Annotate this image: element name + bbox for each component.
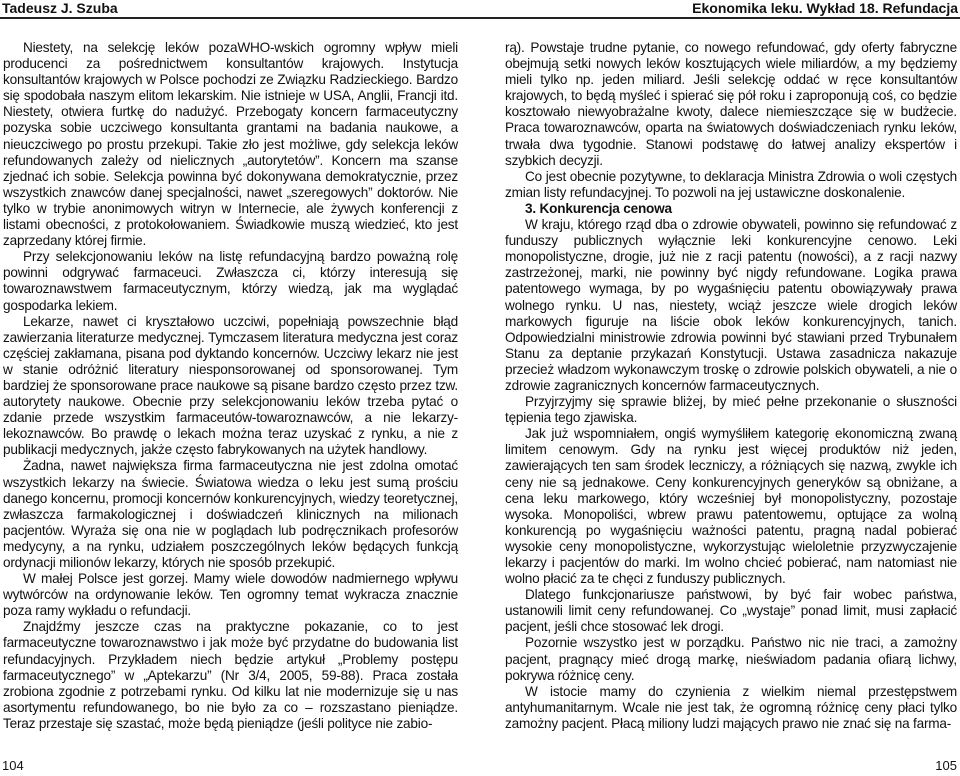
paragraph: Przy selekcjonowaniu leków na listę refundacyjną bardzo poważną rolę powinni odgrywać farmaceuci. Zwłaszcza ci, którzy interesują się towaroznawstwem farmaceutycznym, którzy wiedzą, jak ma wyglądać gospodarka lekiem. (3, 249, 458, 313)
paragraph: W istocie mamy do czynienia z wielkim niemal przestępstwem antyhumanitarnym. Wcale nie jest tak, że ogromną różnicę ceny płaci tylko zamożny pacjent. Płacą miliony ludzi mających prawo nie znać się na farma- (505, 683, 957, 731)
paragraph: Pozornie wszystko jest w porządku. Państwo nic nie traci, a zamożny pacjent, pragnący mieć drogą markę, nieświadom padania ofiarą lichwy, pokrywa różnicę ceny. (505, 635, 957, 683)
paragraph: Niestety, na selekcję leków pozaWHO-wskich ogromny wpływ mieli producenci za pośrednictwem konsultantów krajowych. Instytucja konsultantów krajowych w Polsce pochodzi ze Związku Radzieckiego. Bardzo się spodobała naszym elitom lekarskim. Nie istnieje w USA, Anglii, Francji itd. Niestety, otwiera furtkę do nadużyć. Przebogaty koncern farmaceutyczny pozyska sobie uczciwego konsultanta grantami na badania naukowe, a nieuczciwego po prostu przekupi. Takie zło jest możliwe, gdy selekcja leków refundowanych zależy od nielicznych „autorytetów”. Koncern ma szanse zjednać ich sobie. Selekcja powinna być dokonywana demokratycznie, przez wszystkich znawców danej specjalności, nawet „szeregowych” doktorów. Nie tylko w trybie anonimowych witryn w Internecie, ale żywych konferencji z listami obecności, z protokołowaniem. Świadkowie muszą wiedzieć, kto jest zaprzedany której firmie. (3, 40, 458, 249)
header-rule (0, 17, 960, 19)
paragraph-continuation: rą). Powstaje trudne pytanie, co nowego refundować, gdy oferty fabryczne obejmują setki nowych leków kosztujących wiele miliardów, a my będziemy mieli tylko np. jeden miliard. Jeśli selekcję oddać w ręce konsultantów krajowych, to będą myśleć i spierać się pół roku i zaproponują coś, co będzie kosztowało niewyobrażalne kwoty, dalece niemieszczące się w budżecie. Praca towaroznawców, oparta na światowych doświadczeniach rynku leków, trwała dwa tygodnie. Stanowi podstawę do łatwej analizy ekspertów i szybkich decyzji. (505, 40, 957, 168)
paragraph: W kraju, którego rząd dba o zdrowie obywateli, powinno się refundować z funduszy publicznych wyłącznie leki konkurencyjne cenowo. Leki monopolistyczne, drogie, już nie z racji patentu (nowości), a z racji nazwy zastrzeżonej, marki, nie powinny być nigdy refundowane. Logika prawa patentowego wymaga, by po wygaśnięciu patentu obowiązywały prawa wolnego rynku. U nas, niestety, wciąż jeszcze wiele drogich leków markowych figuruje na liście obok leków konkurencyjnych, tanich. Odpowiedzialni ministrowie zdrowia powinni być stawiani przed Trybunałem Stanu za deptanie przykazań Konstytucji. Ustawa zasadnicza nakazuje przecież władzom wykonawczym troskę o zdrowie polskich obywateli, a nie o zdrowie zagranicznych koncernów farmaceutycznych. (505, 217, 957, 393)
page-number-right: 105 (935, 758, 957, 773)
paragraph: W małej Polsce jest gorzej. Mamy wiele dowodów nadmiernego wpływu wytwórców na ordynowanie leków. Ten ogromny temat wykracza znacznie poza ramy wykładu o refundacji. (3, 571, 458, 619)
header-author: Tadeusz J. Szuba (2, 0, 118, 16)
paragraph: Dlatego funkcjonariusze państwowi, by być fair wobec państwa, ustanowili limit ceny refundowanej. Co „wystaje” ponad limit, musi zapłacić pacjent, jeśli chce stosować lek drogi. (505, 587, 957, 635)
paragraph: Znajdźmy jeszcze czas na praktyczne pokazanie, co to jest farmaceutyczne towaroznawstwo i jak może być przydatne do budowania list refundacyjnych. Przykładem niech będzie artykuł „Problemy postępu farmaceutycznego” w „Aptekarzu” (Nr 3/4, 2005, 59-88). Praca została zrobiona zgodnie z potrzebami rynku. Od kilku lat nie modernizuje się u nas asortymentu refundowanego, bo nie było za co – rozszastano pieniądze. Teraz przestaje się szastać, może będą pieniądze (jeśli polityce nie zabio- (3, 619, 458, 731)
left-column (3, 40, 458, 732)
running-header (0, 0, 960, 16)
header-course-title: Ekonomika leku. Wykład 18. Refundacja (692, 0, 958, 16)
paragraph: Przyjrzyjmy się sprawie bliżej, by mieć pełne przekonanie o słuszności tępienia tego zjawiska. (505, 394, 957, 426)
paragraph: Żadna, nawet największa firma farmaceutyczna nie jest zdolna omotać wszystkich lekarzy na świecie. Światowa wiedza o leku jest sumą prościu danego koncernu, promocji koncernów konkurencyjnych, wiedzy teoretycznej, zwłaszcza farmakologicznej i doświadczeń klinicznych na milionach pacjentów. Wyraża się ona nie w poglądach lub podręcznikach profesorów medycyny, a na rynku, udziałem poszczególnych leków będących funkcją ordynacji milionów lekarzy, których nie sposób przekupić. (3, 458, 458, 570)
page-number-left: 104 (2, 758, 24, 773)
paragraph: Co jest obecnie pozytywne, to deklaracja Ministra Zdrowia o woli częstych zmian listy refundacyjnej. To pozwoli na jej ustawiczne doskonalenie. (505, 168, 957, 200)
right-column (505, 40, 957, 732)
paragraph: Jak już wspomniałem, ongiś wymyśliłem kategorię ekonomiczną zwaną limitem cenowym. Gdy na rynku jest więcej produktów niż jeden, zawierających ten sam środek leczniczy, a różniących się nazwą, zwykle ich ceny nie są jednakowe. Ceny konkurencyjnych generyków są obniżane, a cena leku markowego, który wcześniej był monopolistyczny, pozostaje wysoka. Monopoliści, wbrew prawu patentowemu, optujące za wolną konkurencją po wygaśnięciu ważności patentu, pragną nadal pobierać wysokie ceny monopolistyczne, wykorzystując wieloletnie przyzwyczajenie lekarzy i pacjentów do marki. Im wolno chcieć pobierać, nam natomiast nie wolno płacić za te chęci z funduszy publicznych. (505, 426, 957, 587)
section-heading: 3. Konkurencja cenowa (525, 200, 672, 216)
paragraph: Lekarze, nawet ci kryształowo uczciwi, popełniają powszechnie błąd zawierzania literaturze medycznej. Tymczasem literatura medyczna jest coraz częściej zakłamana, pisana pod dyktando koncernów. Uczciwy lekarz nie jest w stanie odróżnić literatury niesponsorowanej od sponsorowanej. Tym bardziej że sponsorowane prace naukowe są pisane bardzo często przez tzw. autorytety naukowe. Obecnie przy selekcjonowaniu leków trzeba pytać o zdanie przede wszystkim farmaceutów-towaroznawców, a nie lekarzy-lekoznawców. Bo prawdę o lekach można teraz uzyskać z rynku, a nie z publikacji medycznych, jakże często fabrykowanych na użytek handlowy. (3, 313, 458, 458)
